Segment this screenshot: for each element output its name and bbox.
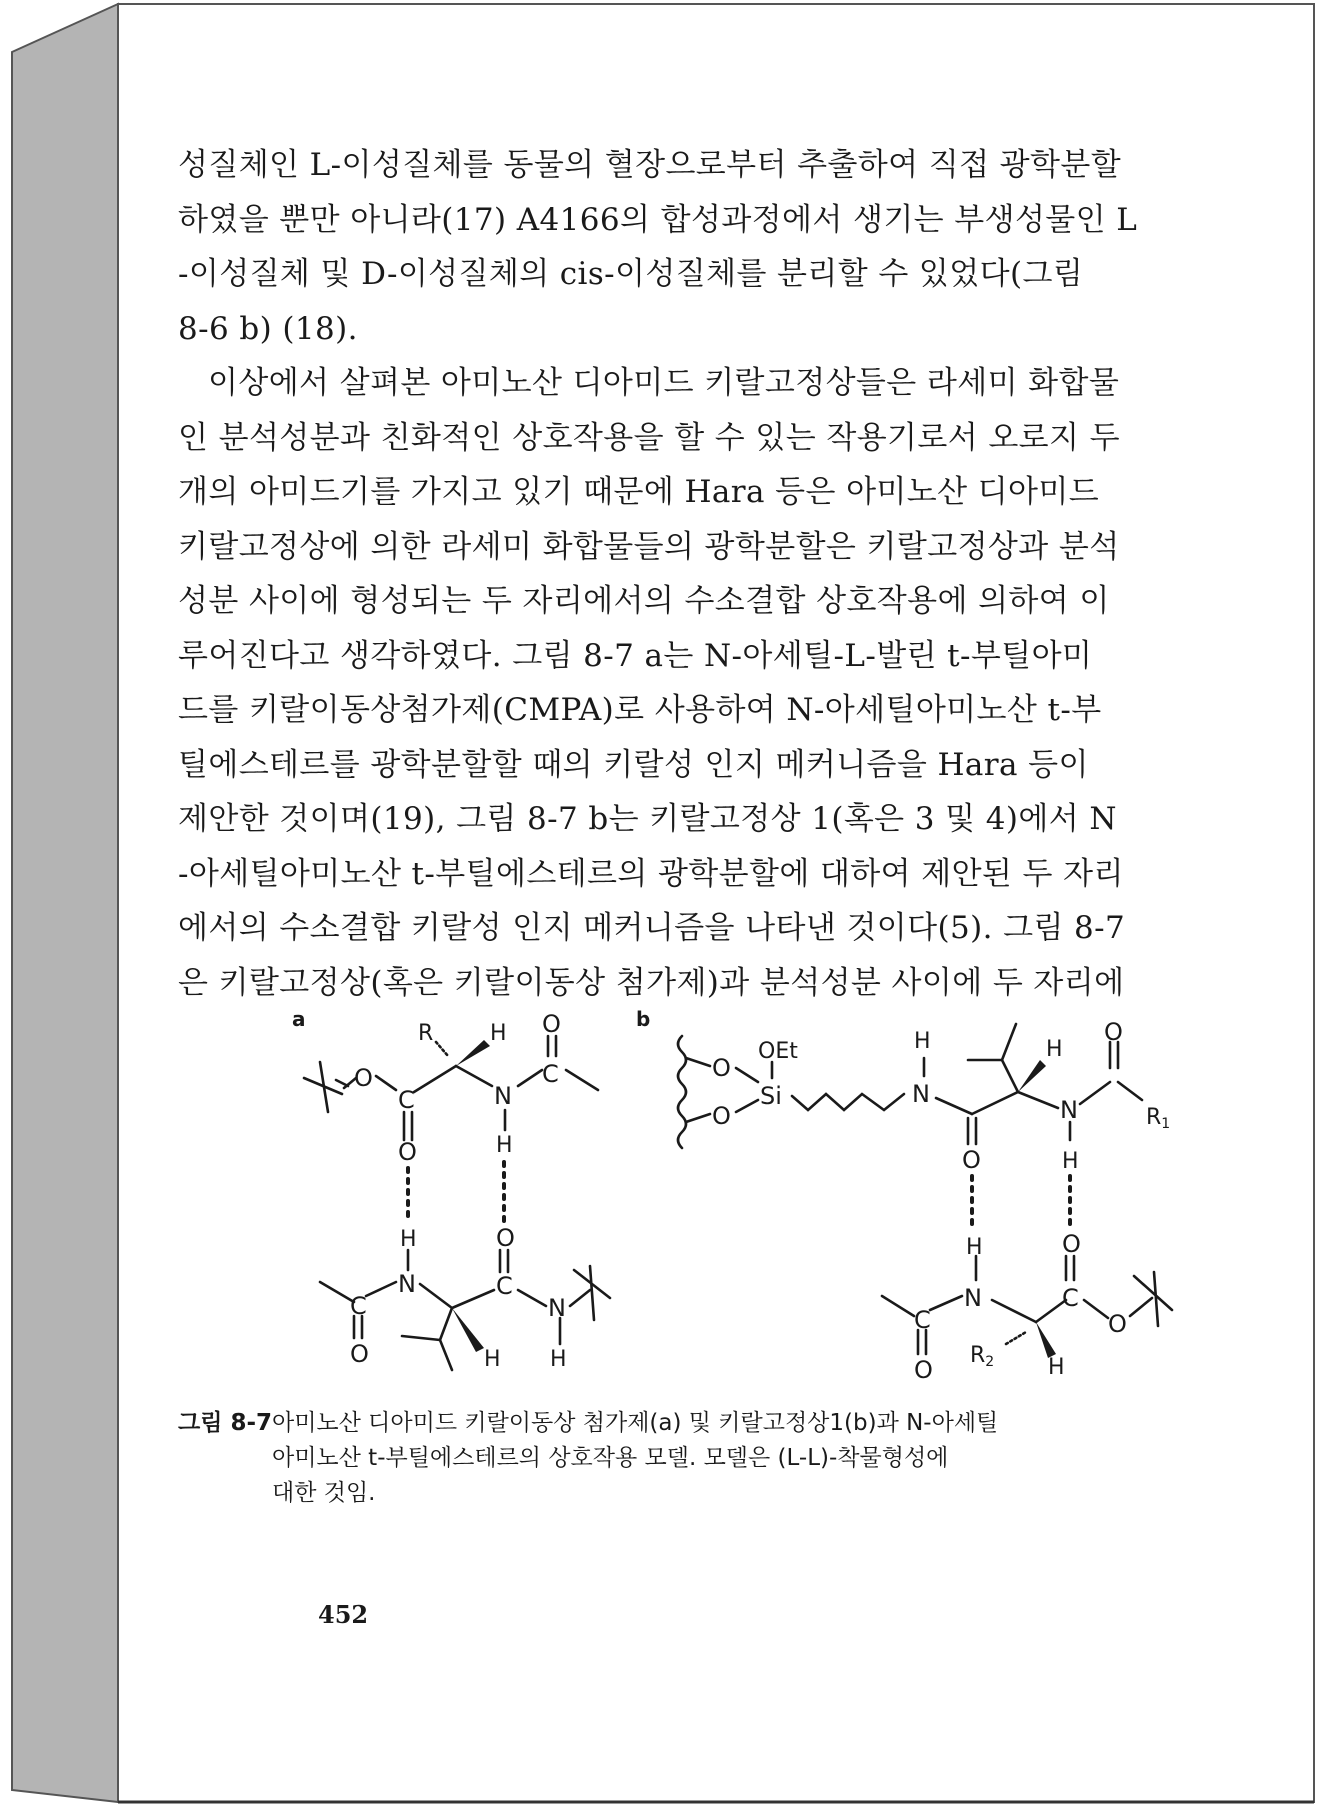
paragraph1-line-3: -이성질체 및 D-이성질체의 cis-이성질체를 분리할 수 있었다(그림 — [178, 256, 1084, 292]
atom-o-9: O — [1108, 1310, 1127, 1338]
caption-text — [272, 1406, 1062, 1511]
atom-c-3: C — [350, 1292, 367, 1320]
caption-line-3: 대한 것임. — [272, 1480, 376, 1506]
atom-h-6: H — [914, 1029, 931, 1054]
atom-h-7: H — [1046, 1037, 1063, 1062]
atom-c-4: C — [496, 1272, 513, 1300]
atom-r1: R1 — [1146, 1105, 1171, 1132]
atom-o-7: O — [914, 1356, 933, 1384]
atom-n-6: N — [964, 1284, 982, 1312]
atom-c-2: C — [542, 1060, 559, 1088]
atom-o-ester: O — [354, 1064, 373, 1092]
paragraph1-line-2: 하였을 뿐만 아니라(17) A4166의 합성과정에서 생기는 부생성물인 L — [178, 201, 1138, 238]
atom-oet: OEt — [758, 1039, 798, 1064]
paragraph2-line-1: 이상에서 살펴본 아미노산 디아미드 키랄고정상들은 라세미 화합물 — [208, 365, 1120, 401]
atom-r: R — [418, 1021, 434, 1046]
atom-o-carbonyl-1: O — [398, 1138, 417, 1166]
atom-h-10: H — [1048, 1355, 1065, 1380]
panel-b-label: b — [636, 1007, 651, 1031]
paragraph2-line-9: 제안한 것이며(19), 그림 8-7 b는 키랄고정상 1(혹은 3 및 4)에서 N — [178, 801, 1117, 837]
panel-a-top-molecule — [304, 1036, 598, 1140]
page-number: 452 — [318, 1600, 369, 1629]
atom-n-4: N — [912, 1080, 930, 1108]
caption-number: 그림 8-7 — [178, 1410, 272, 1436]
atom-n-5: N — [1060, 1096, 1078, 1124]
atom-o-4: O — [496, 1224, 515, 1252]
paragraph2-line-11: 에서의 수소결합 키랄성 인지 메커니즘을 나타낸 것이다(5). 그림 8-7 — [178, 910, 1126, 946]
caption-line-1: 아미노산 디아미드 키랄이동상 첨가제(a) 및 키랄고정상1(b)과 N-아세틸 — [272, 1410, 999, 1436]
atom-h-3: H — [400, 1227, 417, 1252]
atom-h-4: H — [484, 1347, 501, 1372]
atom-o-6: O — [1104, 1018, 1123, 1046]
atom-o-si-2: O — [712, 1102, 731, 1130]
panel-b-top-molecule — [678, 1024, 1142, 1148]
paragraph2-line-7: 드를 키랄이동상첨가제(CMPA)로 사용하여 N-아세틸아미노산 t-부 — [178, 692, 1102, 728]
atom-o-8: O — [1062, 1230, 1081, 1258]
paragraph2-line-10: -아세틸아미노산 t-부틸에스테르의 광학분할에 대하여 제안된 두 자리 — [178, 855, 1124, 892]
atom-c-6: C — [1062, 1284, 1079, 1312]
paragraph2-line-8: 틸에스테르를 광학분할할 때의 키랄성 인지 메커니즘을 Hara 등이 — [178, 746, 1089, 783]
paragraph2-line-12: 은 키랄고정상(혹은 키랄이동상 첨가제)과 분석성분 사이에 두 자리에 — [178, 964, 1125, 1001]
paragraph2-line-3: 개의 아미드기를 가지고 있기 때문에 Hara 등은 아미노산 디아미드 — [178, 474, 1100, 510]
atom-o-2: O — [542, 1010, 561, 1038]
atom-r2: R2 — [970, 1343, 995, 1370]
paragraph2-line-5: 성분 사이에 형성되는 두 자리에서의 수소결합 상호작용에 의하여 이 — [178, 583, 1110, 619]
atom-h-8: H — [1062, 1149, 1079, 1174]
atom-o-5: O — [962, 1146, 981, 1174]
atom-c-5: C — [914, 1306, 931, 1334]
atom-h-2: H — [496, 1133, 513, 1158]
atom-h-1: H — [490, 1021, 507, 1046]
atom-n-3: N — [548, 1294, 566, 1322]
paragraph2-line-4: 키랄고정상에 의한 라세미 화합물들의 광학분할은 키랄고정상과 분석 — [178, 528, 1120, 565]
paragraph2-line-6: 루어진다고 생각하였다. 그림 8-7 a는 N-아세틸-L-발린 t-부틸아미 — [178, 637, 1093, 674]
paragraph2-line-2: 인 분석성분과 친화적인 상호작용을 할 수 있는 작용기로서 오로지 두 — [178, 419, 1120, 456]
atom-n-1: N — [494, 1082, 512, 1110]
paragraph1-line-4: 8-6 b) (18). — [178, 310, 358, 347]
atom-h-9: H — [966, 1235, 983, 1260]
caption-line-2: 아미노산 t-부틸에스테르의 상호작용 모델. 모델은 (L-L)-착물형성에 — [272, 1445, 949, 1471]
atom-h-5: H — [550, 1347, 567, 1372]
atom-n-2: N — [398, 1270, 416, 1298]
panel-a-label: a — [292, 1007, 306, 1031]
atom-o-si-1: O — [712, 1054, 731, 1082]
atom-si: Si — [760, 1082, 782, 1110]
atom-o-3: O — [350, 1340, 369, 1368]
paragraph1-line-1: 성질체인 L-이성질체를 동물의 혈장으로부터 추출하여 직접 광학분할 — [178, 147, 1122, 183]
atom-c-1: C — [398, 1086, 415, 1114]
